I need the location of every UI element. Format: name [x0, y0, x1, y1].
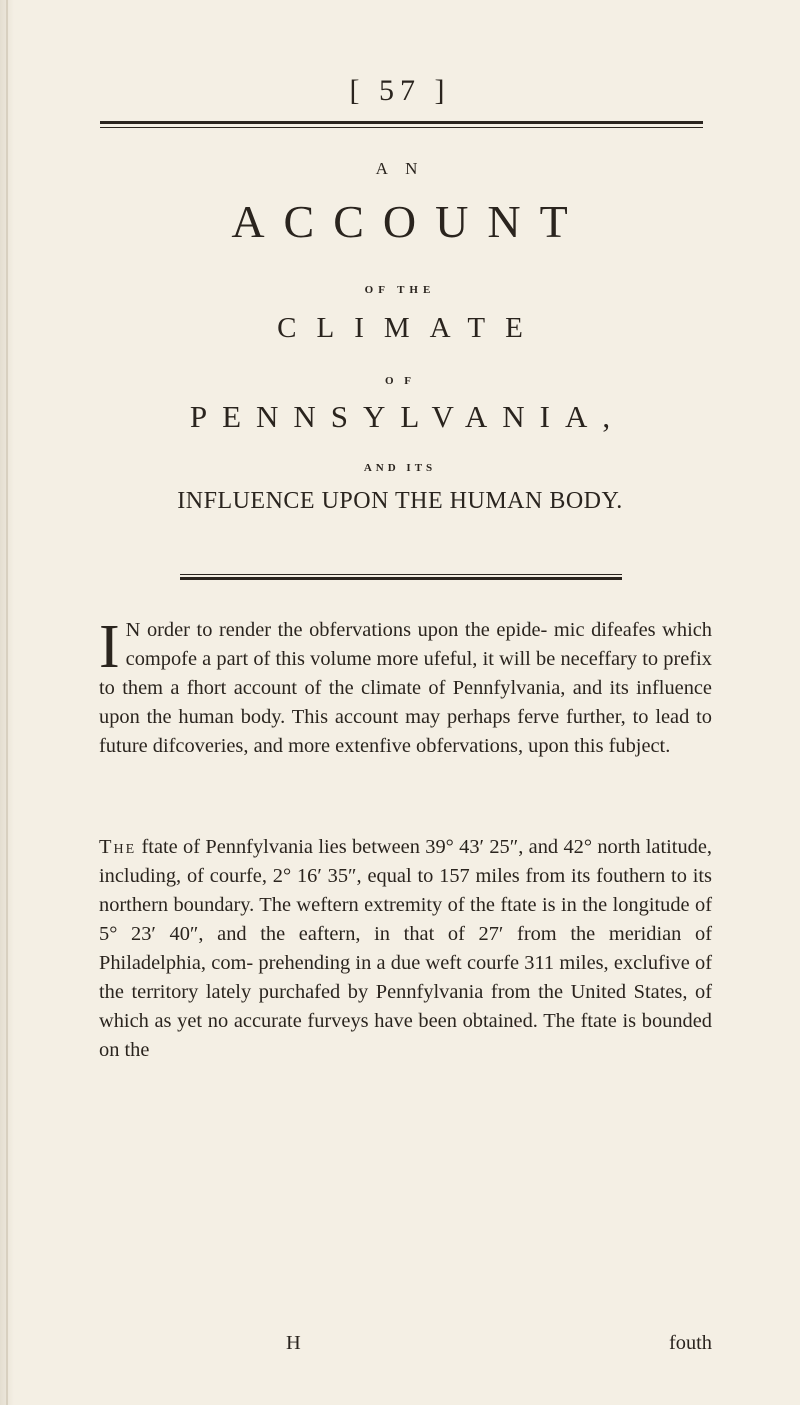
- title-of-the: OF THE: [364, 284, 436, 296]
- title-account: ACCOUNT: [231, 196, 587, 247]
- title-of: O F: [384, 375, 416, 387]
- catchword: fouth: [668, 1332, 712, 1354]
- header-double-rule: [100, 121, 703, 128]
- page-number: [ 57 ]: [349, 74, 451, 107]
- title-influence: INFLUENCE UPON THE HUMAN BODY.: [177, 488, 623, 514]
- title-an: A N: [375, 159, 425, 178]
- title-and-its: AND ITS: [363, 462, 437, 474]
- section-double-rule: [180, 574, 622, 580]
- paragraph-introduction: [99, 613, 712, 761]
- paragraph-boundaries-text: ftate of Pennfylvania lies between 39° 43′ 25″, and 42° north latitude, including, of courfe, 2° 16′ 35″, equal to 157 miles from its fouthern to its northern boundary. The weftern extremity of the ftate is in the longitude of 5° 23′ 40″, and the eaftern, in that of 27′ from the meridian of Philadelphia, com- prehending in a due weft courfe 311 miles, exclufive of the territory lately purchafed by Pennfylvania from the United States, of which as yet no accurate furveys have been obtained. The ftate is bounded on the: [99, 836, 712, 1061]
- title-pennsylvania: PENNSYLVANIA,: [189, 399, 626, 434]
- signature-mark: H: [286, 1332, 301, 1354]
- title-climate: CLIMATE: [277, 312, 543, 344]
- paragraph-boundaries: [99, 833, 712, 1065]
- paragraph-lead-word: The: [99, 836, 137, 858]
- paragraph-introduction-text: N order to render the obfervations upon the epide- mic difeafes which compofe a part of this volume more ufeful, it will be neceffary to prefix to them a fhort account of the climate of Pennfylvania, and its influence upon the human body. This account may perhaps ferve further, to lead to future difcoveries, and more extenfive obfervations, upon this fubject.: [99, 619, 712, 757]
- drop-cap: I: [99, 613, 120, 681]
